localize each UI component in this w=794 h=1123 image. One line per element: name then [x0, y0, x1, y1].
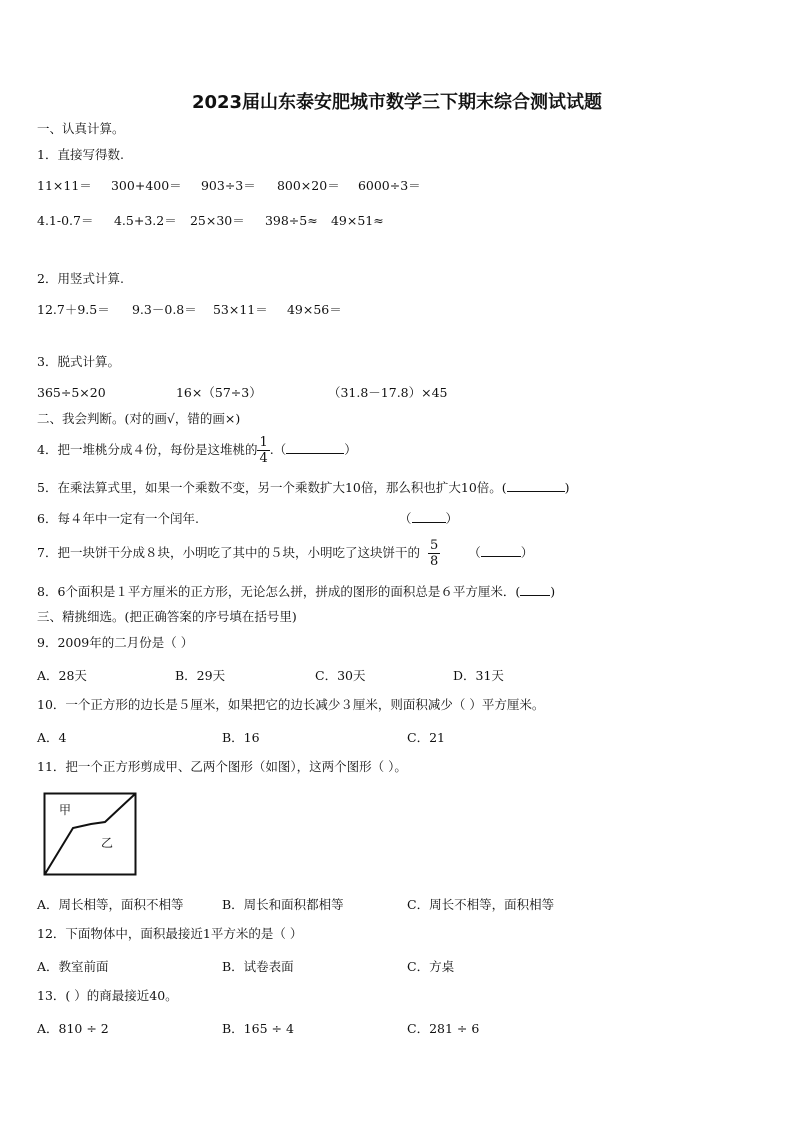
- question-4: [37, 433, 357, 467]
- q1-item: 49×51≈: [330, 213, 384, 228]
- section-2-heading: 二、我会判断。(对的画√，错的画×): [37, 411, 241, 426]
- q10-option-a[interactable]: A．4: [37, 730, 67, 745]
- q2-item: 53×11＝: [212, 302, 268, 317]
- q2-item: 12.7＋9.5＝: [37, 302, 110, 317]
- question-13: 13．( ）的商最接近40。: [37, 988, 178, 1003]
- q9-option-d[interactable]: D．31天: [453, 668, 504, 683]
- question-8: [37, 583, 555, 600]
- q13-option-b[interactable]: B．165 ÷ 4: [222, 1021, 294, 1036]
- q13-option-c[interactable]: C．281 ÷ 6: [407, 1021, 480, 1036]
- question-10: 10．一个正方形的边长是５厘米，如果把它的边长减少３厘米，则面积减少（ ）平方厘米。: [37, 697, 545, 712]
- q11-option-b[interactable]: B．周长和面积都相等: [222, 897, 344, 912]
- q1-item: 300+400＝: [110, 178, 182, 193]
- question-9: 9．2009年的二月份是（ ）: [37, 635, 194, 650]
- question-6: [37, 510, 458, 527]
- q12-option-c[interactable]: C．方桌: [407, 959, 455, 974]
- question-2: 2．用竖式计算.: [37, 271, 124, 286]
- q10-option-c[interactable]: C．21: [407, 730, 445, 745]
- q12-option-b[interactable]: B．试卷表面: [222, 959, 294, 974]
- q3-item: 365÷5×20: [37, 385, 106, 400]
- q7-fraction: [428, 538, 440, 569]
- q4-text: 4．把一堆桃分成４份，每份是这堆桃的: [37, 442, 258, 457]
- q1-item: 6000÷3＝: [357, 178, 421, 193]
- question-11: 11．把一个正方形剪成甲、乙两个图形（如图），这两个图形（ ）。: [37, 759, 407, 774]
- q7-paren-close: ）: [520, 545, 534, 560]
- q1-row-2: [37, 213, 384, 229]
- q4-numerator: 1: [259, 435, 268, 450]
- q6-paren-open: （: [399, 511, 412, 526]
- q8-paren-close: ): [550, 584, 556, 599]
- figure-label-jia: 甲: [59, 803, 72, 817]
- q9-option-c[interactable]: C．30天: [315, 668, 366, 683]
- q7-answer-blank[interactable]: [481, 544, 521, 557]
- q5-paren-close: ): [564, 480, 570, 495]
- q11-square-figure: [43, 792, 139, 878]
- section-3-heading: 三、精挑细选。(把正确答案的序号填在括号里): [37, 609, 297, 624]
- q5-answer-blank[interactable]: [507, 479, 565, 492]
- figure-label-yi: 乙: [101, 836, 114, 850]
- q1-item: 25×30＝: [189, 213, 245, 228]
- q1-item: 903÷3＝: [200, 178, 256, 193]
- question-3: 3．脱式计算。: [37, 354, 120, 369]
- q13-option-a[interactable]: A．810 ÷ 2: [37, 1021, 109, 1036]
- question-7: [37, 536, 533, 570]
- q3-item: （31.8－17.8）×45: [327, 385, 448, 400]
- q11-option-a[interactable]: A．周长相等，面积不相等: [37, 897, 184, 912]
- page-title: 2023届山东泰安肥城市数学三下期末综合测试试题: [191, 92, 603, 113]
- q2-row: [37, 302, 342, 318]
- q10-option-b[interactable]: B．16: [222, 730, 260, 745]
- q5-text: 5．在乘法算式里，如果一个乘数不变，另一个乘数扩大10倍，那么积也扩大10倍。(: [37, 480, 507, 495]
- q9-option-a[interactable]: A．28天: [37, 668, 87, 683]
- q2-item: 49×56＝: [286, 302, 342, 317]
- q11-option-c[interactable]: C．周长不相等，面积相等: [407, 897, 555, 912]
- q1-item: 800×20＝: [276, 178, 340, 193]
- q3-item: 16×（57÷3）: [175, 385, 262, 400]
- q1-item: 11×11＝: [37, 178, 92, 193]
- q7-paren-open: （: [468, 545, 481, 560]
- q1-item: 4.1-0.7＝: [37, 213, 94, 228]
- q4-answer-blank[interactable]: [286, 441, 344, 454]
- q4-paren-open: .（: [269, 442, 287, 457]
- q7-numerator: 5: [429, 538, 439, 553]
- q6-paren-close: ）: [445, 511, 459, 526]
- q6-answer-blank[interactable]: [412, 510, 446, 523]
- question-12: 12．下面物体中，面积最接近1平方米的是（ ）: [37, 926, 303, 941]
- q4-denominator: 4: [259, 451, 268, 466]
- question-5: [37, 479, 570, 496]
- q1-item: 4.5+3.2＝: [113, 213, 177, 228]
- q12-option-a[interactable]: A．教室前面: [37, 959, 109, 974]
- q8-text: 8．6个面积是１平方厘米的正方形，无论怎么拼，拼成的图形的面积总是６平方厘米．(: [37, 584, 521, 599]
- q7-text: 7．把一块饼干分成８块，小明吃了其中的５块，小明吃了这块饼干的: [37, 545, 420, 560]
- q4-fraction: [257, 435, 269, 466]
- q1-row-1: [37, 178, 421, 194]
- q7-denominator: 8: [429, 554, 439, 569]
- q4-paren-close: ）: [344, 442, 357, 457]
- q3-row: [37, 385, 448, 401]
- question-1: 1．直接写得数.: [37, 147, 124, 162]
- q8-answer-blank[interactable]: [520, 583, 550, 596]
- q1-item: 398÷5≈: [264, 213, 318, 228]
- q6-text: 6．每４年中一定有一个闰年.: [37, 511, 199, 526]
- q2-item: 9.3－0.8＝: [131, 302, 197, 317]
- q9-option-b[interactable]: B．29天: [175, 668, 226, 683]
- section-1-heading: 一、认真计算。: [37, 121, 125, 136]
